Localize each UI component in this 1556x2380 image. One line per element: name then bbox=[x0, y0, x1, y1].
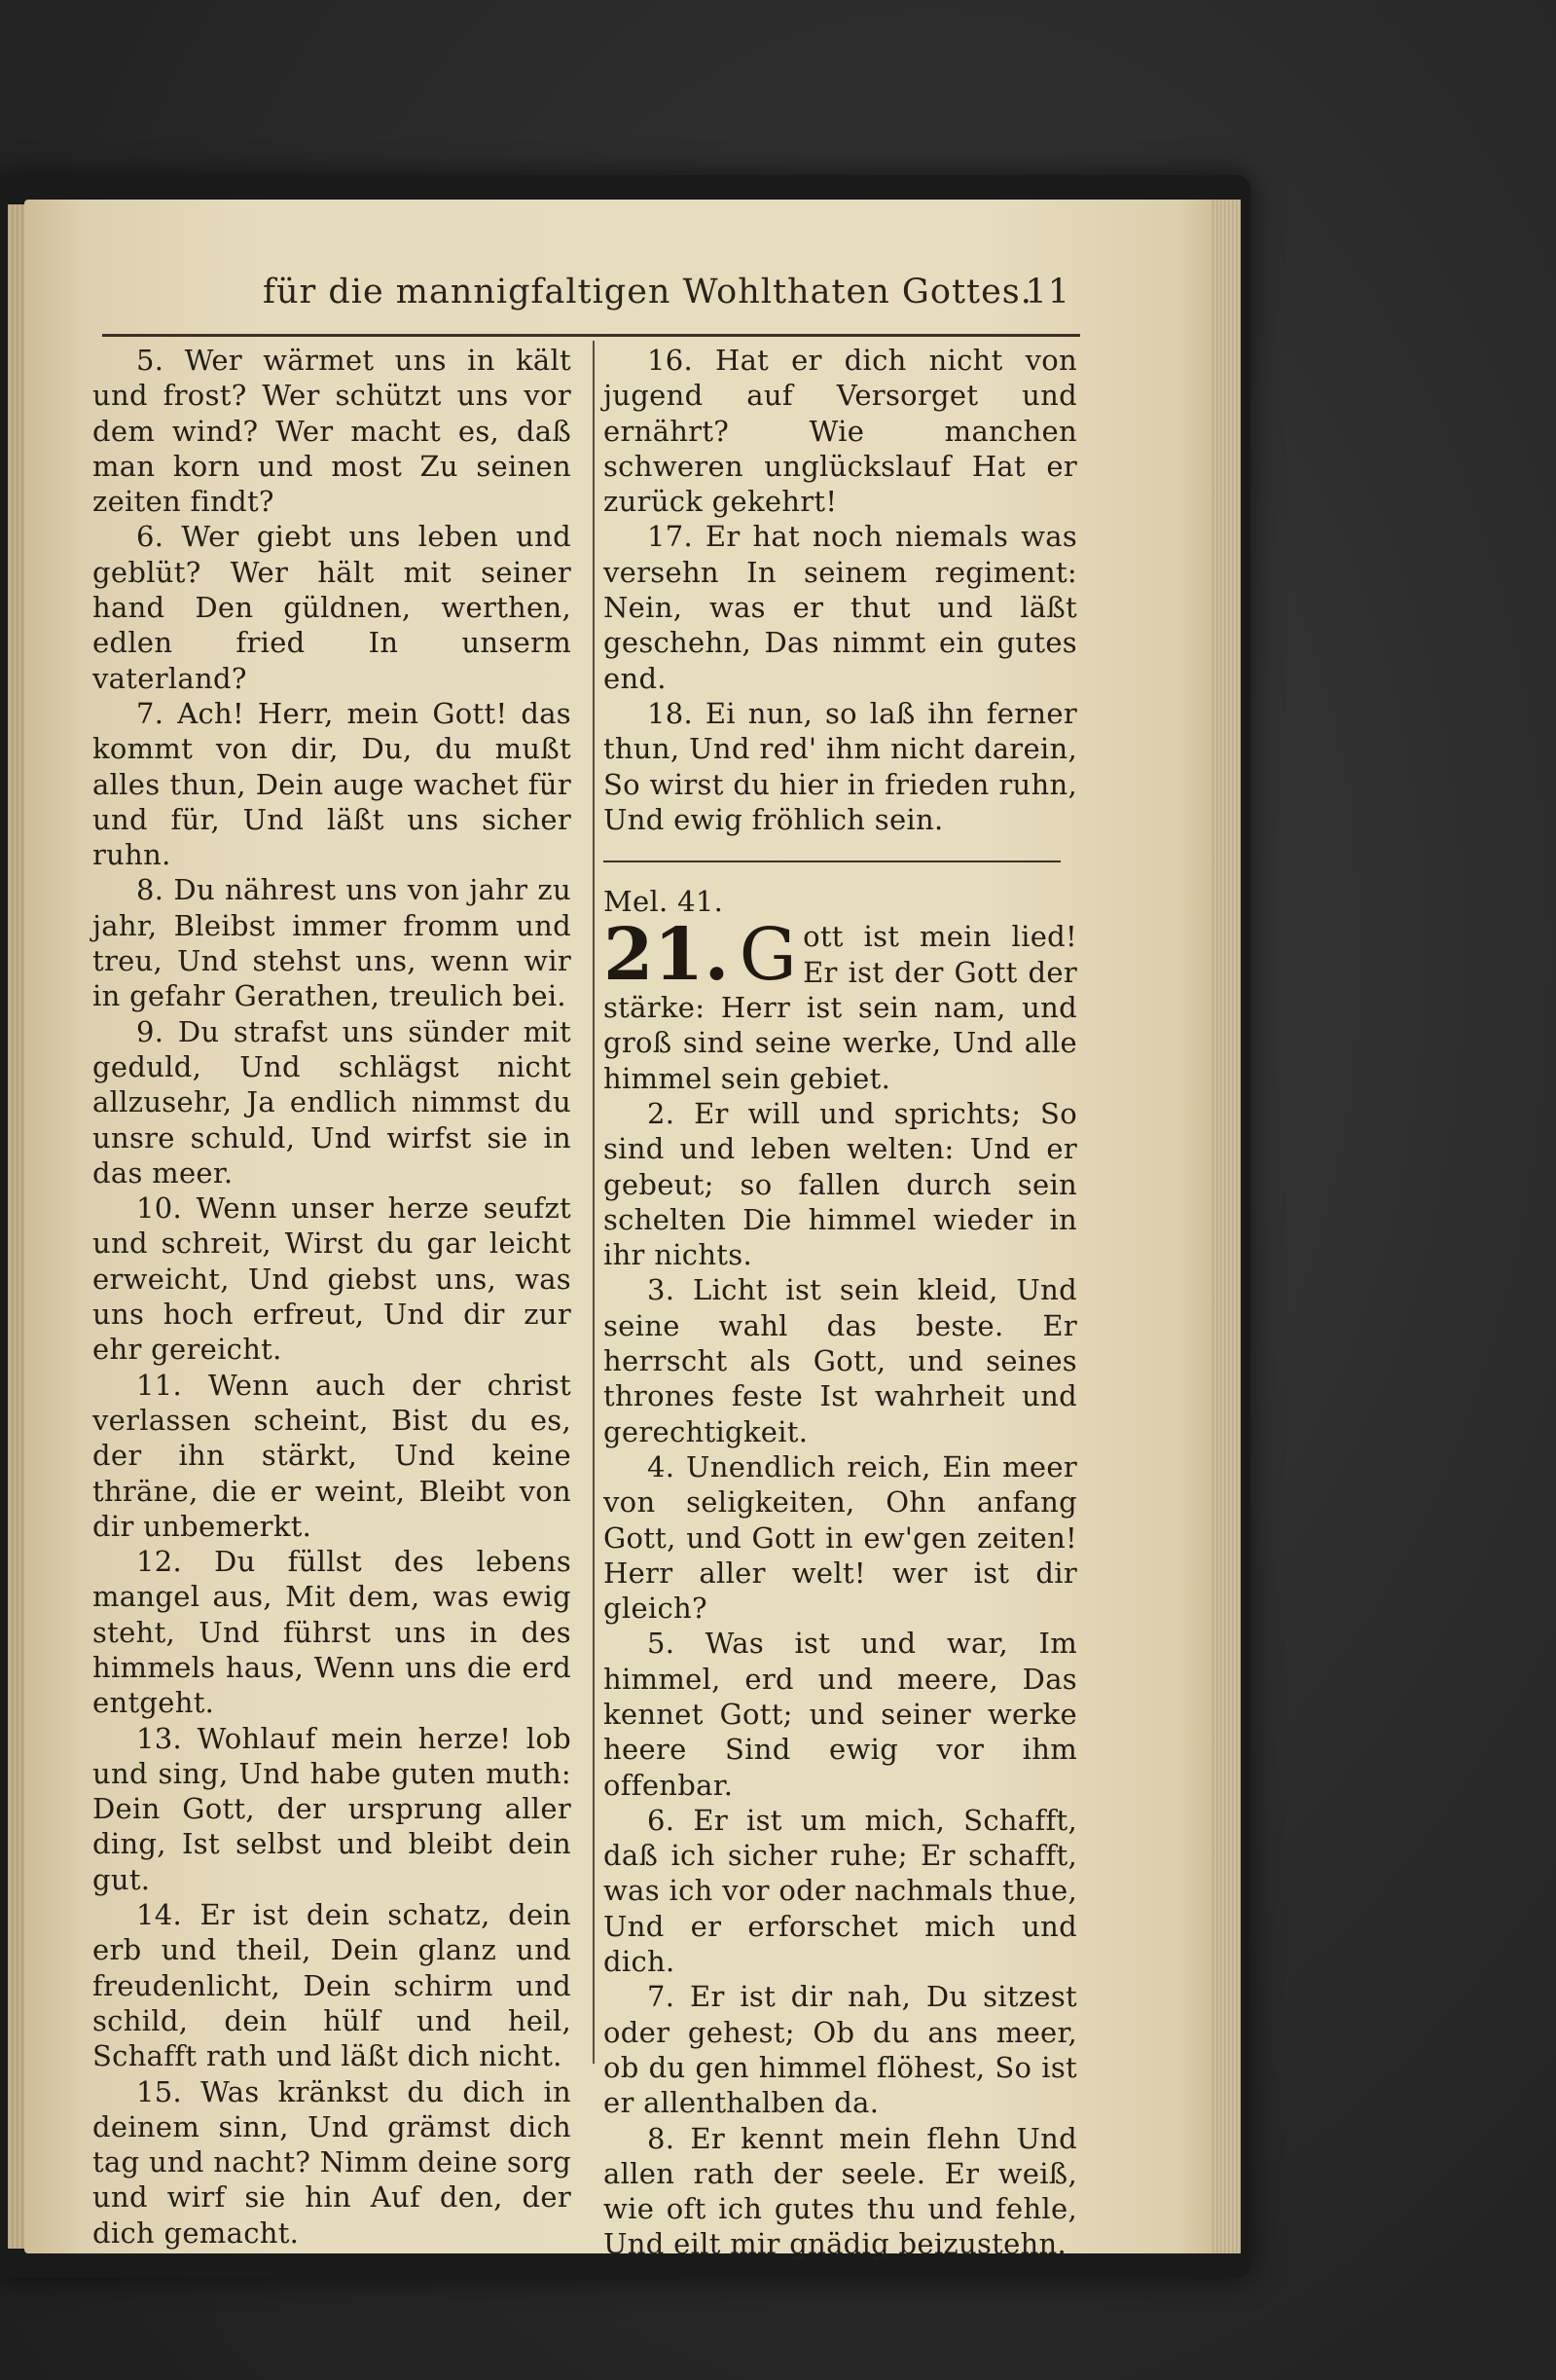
verse: 3. Licht ist sein kleid, Und seine wahl das beste. Er herrscht als Gott, und seines thrones feste Ist wahrheit und gerechtigkeit. bbox=[603, 1273, 1077, 1448]
verse: 5. Wer wärmet uns in kält und frost? Wer schützt uns vor dem wind? Wer macht es, daß man korn und most Zu seinen zeiten findt? bbox=[92, 344, 571, 519]
verse: 7. Ach! Herr, mein Gott! das kommt von dir, Du, du mußt alles thun, Dein auge wachet für und für, Und läßt uns sicher ruhn. bbox=[92, 696, 571, 872]
verse: ott ist mein lied! Er ist der Gott der stärke: Herr ist sein nam, und groß sind seine werke, Und alle himmel sein gebiet. bbox=[603, 920, 1077, 1095]
verse: 12. Du füllst des lebens mangel aus, Mit dem, was ewig steht, Und führst uns in des himmels haus, Wenn uns die erd entgeht. bbox=[92, 1545, 571, 1720]
verse: 7. Er ist dir nah, Du sitzest oder gehest; Ob du ans meer, ob du gen himmel flöhest, So ist er allenthalben da. bbox=[603, 1980, 1077, 2120]
verse: 9. Du strafst uns sünder mit geduld, Und schlägst nicht allzusehr, Ja endlich nimmst du unsre schuld, Und wirfst sie in das meer. bbox=[92, 1014, 571, 1190]
verse: 6. Wer giebt uns leben und geblüt? Wer hält mit seiner hand Den güldnen, werthen, edlen fried In unserm vaterland? bbox=[92, 520, 571, 695]
verse: 11. Wenn auch der christ verlassen scheint, Bist du es, der ihn stärkt, Und keine thräne, die er weint, Bleibt von dir unbemerkt. bbox=[92, 1368, 571, 1543]
left-column bbox=[92, 343, 571, 2251]
hymn-21-opening bbox=[603, 913, 1077, 1095]
melody-reference: Mel. 41. bbox=[603, 885, 724, 919]
column-divider bbox=[593, 341, 595, 2064]
verse: 10. Wenn unser herze seufzt und schreit, Wirst du gar leicht erweicht, Und giebst uns, was uns hoch erfreut, Und dir zur ehr gereicht. bbox=[92, 1191, 571, 1367]
drop-capital: G bbox=[739, 913, 798, 998]
running-header bbox=[263, 273, 1070, 321]
verse: 14. Er ist dein schatz, dein erb und theil, Dein glanz und freudenlicht, Dein schirm und schild, dein hülf und heil, Schafft rath und läßt dich nicht. bbox=[92, 1898, 571, 2073]
verse: 5. Was ist und war, Im himmel, erd und meere, Das kennet Gott; und seiner werke heere Sind ewig vor ihm offenbar. bbox=[603, 1627, 1077, 1802]
verse: 18. Ei nun, so laß ihn ferner thun, Und red' ihm nicht darein, So wirst du hier in frieden ruhn, Und ewig fröhlich sein. bbox=[603, 696, 1077, 836]
hymn-number: 21. bbox=[603, 913, 730, 998]
verse: 13. Wohlauf mein herze! lob und sing, Und habe guten muth: Dein Gott, der ursprung aller ding, Ist selbst und bleibt dein gut. bbox=[92, 1721, 571, 1896]
verse: 8. Du nährest uns von jahr zu jahr, Bleibst immer fromm und treu, Und stehst uns, wenn wir in gefahr Gerathen, treulich bei. bbox=[92, 873, 571, 1013]
verse: 4. Unendlich reich, Ein meer von seligkeiten, Ohn anfang Gott, und Gott in ew'gen zeiten! Herr aller welt! wer ist dir gleich? bbox=[603, 1449, 1077, 1626]
verse: 17. Er hat noch niemals was versehn In seinem regiment: Nein, was er thut und läßt geschehn, Das nimmt ein gutes end. bbox=[603, 520, 1077, 695]
verse: 15. Was kränkst du dich in deinem sinn, Und grämst dich tag und nacht? Nimm deine sorg und wirf sie hin Auf den, der dich gemacht. bbox=[92, 2074, 571, 2250]
right-column bbox=[603, 343, 1077, 2262]
header-rule bbox=[102, 334, 1080, 337]
page-stack-right bbox=[1212, 200, 1241, 2253]
verse: 6. Er ist um mich, Schafft, daß ich sicher ruhe; Er schafft, was ich vor oder nachmals thue, Und er erforschet mich und dich. bbox=[603, 1803, 1077, 1979]
page-number: 11 bbox=[1025, 273, 1070, 311]
verse: 16. Hat er dich nicht von jugend auf Versorget und ernährt? Wie manchen schweren unglückslauf Hat er zurück gekehrt! bbox=[603, 344, 1077, 519]
verse: 2. Er will und sprichts; So sind und leben welten: Und er gebeut; so fallen durch sein schelten Die himmel wieder in ihr nichts. bbox=[603, 1096, 1077, 1272]
hymn-separator-rule bbox=[603, 860, 1061, 862]
verse: 8. Er kennt mein flehn Und allen rath der seele. Er weiß, wie oft ich gutes thu und fehle, Und eilt mir gnädig beizustehn. bbox=[603, 2121, 1077, 2261]
running-title: für die mannigfaltigen Wohlthaten Gottes. bbox=[263, 273, 1032, 311]
